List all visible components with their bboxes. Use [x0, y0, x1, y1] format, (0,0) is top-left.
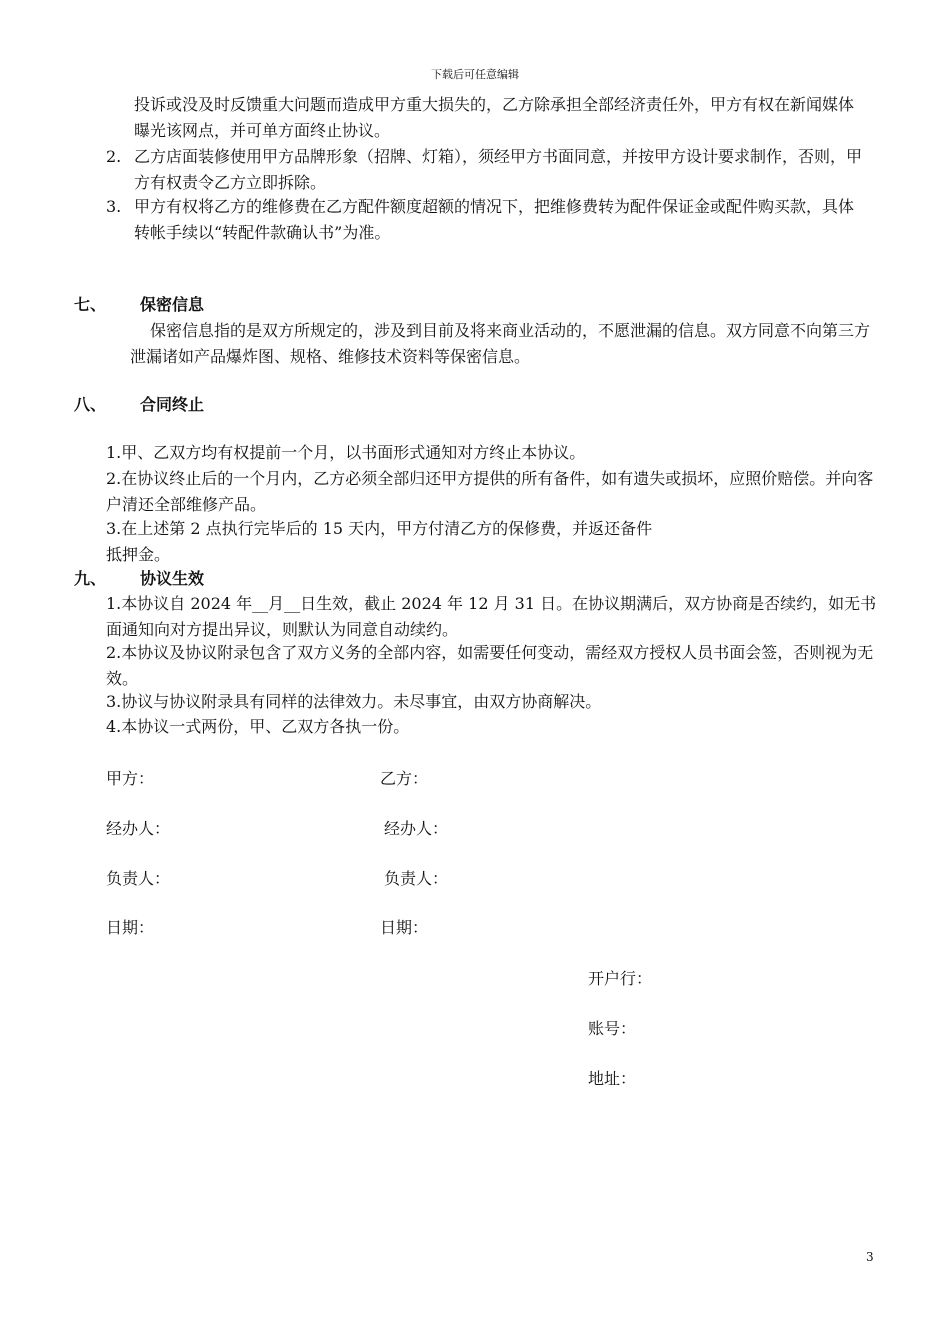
section8-item-1: 1.甲、乙双方均有权提前一个月，以书面形式通知对方终止本协议。: [106, 443, 586, 462]
section6-item-2: 乙方店面装修使用甲方品牌形象（招牌、灯箱），须经甲方书面同意，并按甲方设计要求制作，否则，甲方有权责令乙方立即拆除。: [134, 147, 863, 192]
section8-number: 八、: [74, 395, 107, 414]
section9-item-3: 3.协议与协议附录具有同样的法律效力。未尽事宜，由双方协商解决。: [106, 692, 602, 711]
handler-b-label: 经办人：: [384, 819, 449, 838]
bank-label: 开户行：: [588, 969, 653, 988]
handler-a-label: 经办人：: [106, 819, 171, 838]
date-a-label: 日期：: [106, 918, 155, 937]
account-label: 账号：: [588, 1019, 637, 1038]
section7-number: 七、: [74, 295, 107, 314]
header-note: 下载后可任意编辑: [431, 68, 519, 81]
section9-item-1: 1.本协议自 2024 年__月__日生效，截止 2024 年 12 月 31 日。在协议期满后，双方协商是否续约，如无书面通知向对方提出异议，则默认为同意自动续约。: [106, 594, 877, 639]
section9-item-2: 2.本协议及协议附录包含了双方义务的全部内容，如需要任何变动，需经双方授权人员书面会签，否则视为无效。: [106, 643, 874, 688]
page-number: 3: [866, 1250, 874, 1264]
section9-title: 协议生效: [140, 569, 205, 588]
address-label: 地址：: [588, 1069, 637, 1088]
section8-item-3-cont: 抵押金。: [106, 545, 171, 564]
section6-continuation: 投诉或没及时反馈重大问题而造成甲方重大损失的，乙方除承担全部经济责任外，甲方有权在新闻媒体曝光该网点，并可单方面终止协议。: [134, 95, 855, 140]
section6-item-2-number: 2.: [106, 147, 122, 166]
section7-body: 保密信息指的是双方所规定的，涉及到目前及将来商业活动的，不愿泄漏的信息。双方同意不向第三方泄漏诸如产品爆炸图、规格、维修技术资料等保密信息。: [130, 321, 871, 366]
party-b-label: 乙方：: [380, 769, 429, 788]
section8-item-2: 2.在协议终止后的一个月内，乙方必须全部归还甲方提供的所有备件，如有遗失或损坏，应照价赔偿。并向客户清还全部维修产品。: [106, 469, 874, 514]
party-a-label: 甲方：: [106, 769, 155, 788]
section6-item-3-number: 3.: [106, 197, 122, 216]
date-b-label: 日期：: [380, 918, 429, 937]
section9-item-4: 4.本协议一式两份，甲、乙双方各执一份。: [106, 717, 410, 736]
responsible-b-label: 负责人：: [384, 869, 449, 888]
responsible-a-label: 负责人：: [106, 869, 171, 888]
section9-number: 九、: [74, 569, 107, 588]
section7-title: 保密信息: [140, 295, 205, 314]
section8-title: 合同终止: [140, 395, 205, 414]
section8-item-3: 3.在上述第 2 点执行完毕后的 15 天内，甲方付清乙方的保修费，并返还备件: [106, 519, 653, 538]
section6-item-3: 甲方有权将乙方的维修费在乙方配件额度超额的情况下，把维修费转为配件保证金或配件购买款，具体转帐手续以“转配件款确认书”为准。: [134, 197, 855, 242]
